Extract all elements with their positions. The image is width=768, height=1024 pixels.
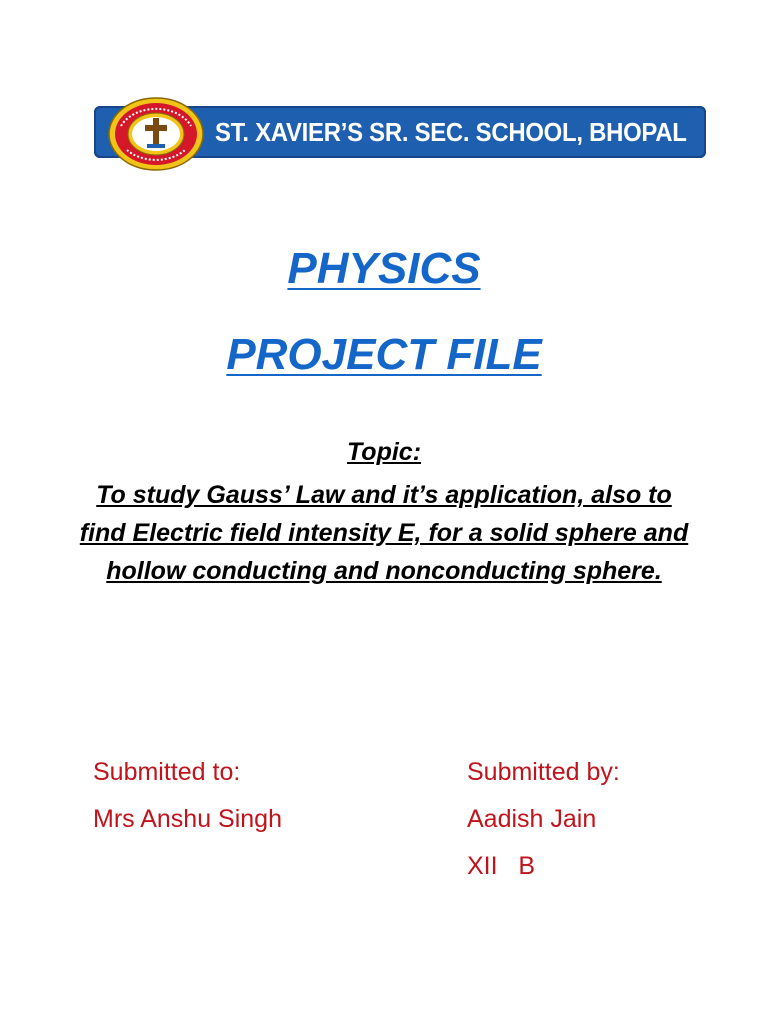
- topic-text: To study Gauss’ Law and it’s application, also to find Electric field intensity E, for a solid sphere and hollow conducting and nonconducting sphere.: [79, 481, 689, 585]
- submitted-to-name: Mrs Anshu Singh: [93, 805, 282, 833]
- title-physics: PHYSICS: [287, 244, 481, 293]
- submitted-by-label: Submitted by:: [467, 758, 620, 786]
- school-logo-icon: [107, 96, 205, 172]
- submitted-to-label: Submitted to:: [93, 758, 241, 786]
- submitted-by-class: XII B: [467, 852, 536, 880]
- title-project-file: PROJECT FILE: [226, 330, 542, 379]
- school-name: ST. XAVIER’S SR. SEC. SCHOOL, BHOPAL: [215, 117, 687, 147]
- submitted-by-name: Aadish Jain: [467, 805, 597, 833]
- topic-label: Topic:: [346, 438, 422, 466]
